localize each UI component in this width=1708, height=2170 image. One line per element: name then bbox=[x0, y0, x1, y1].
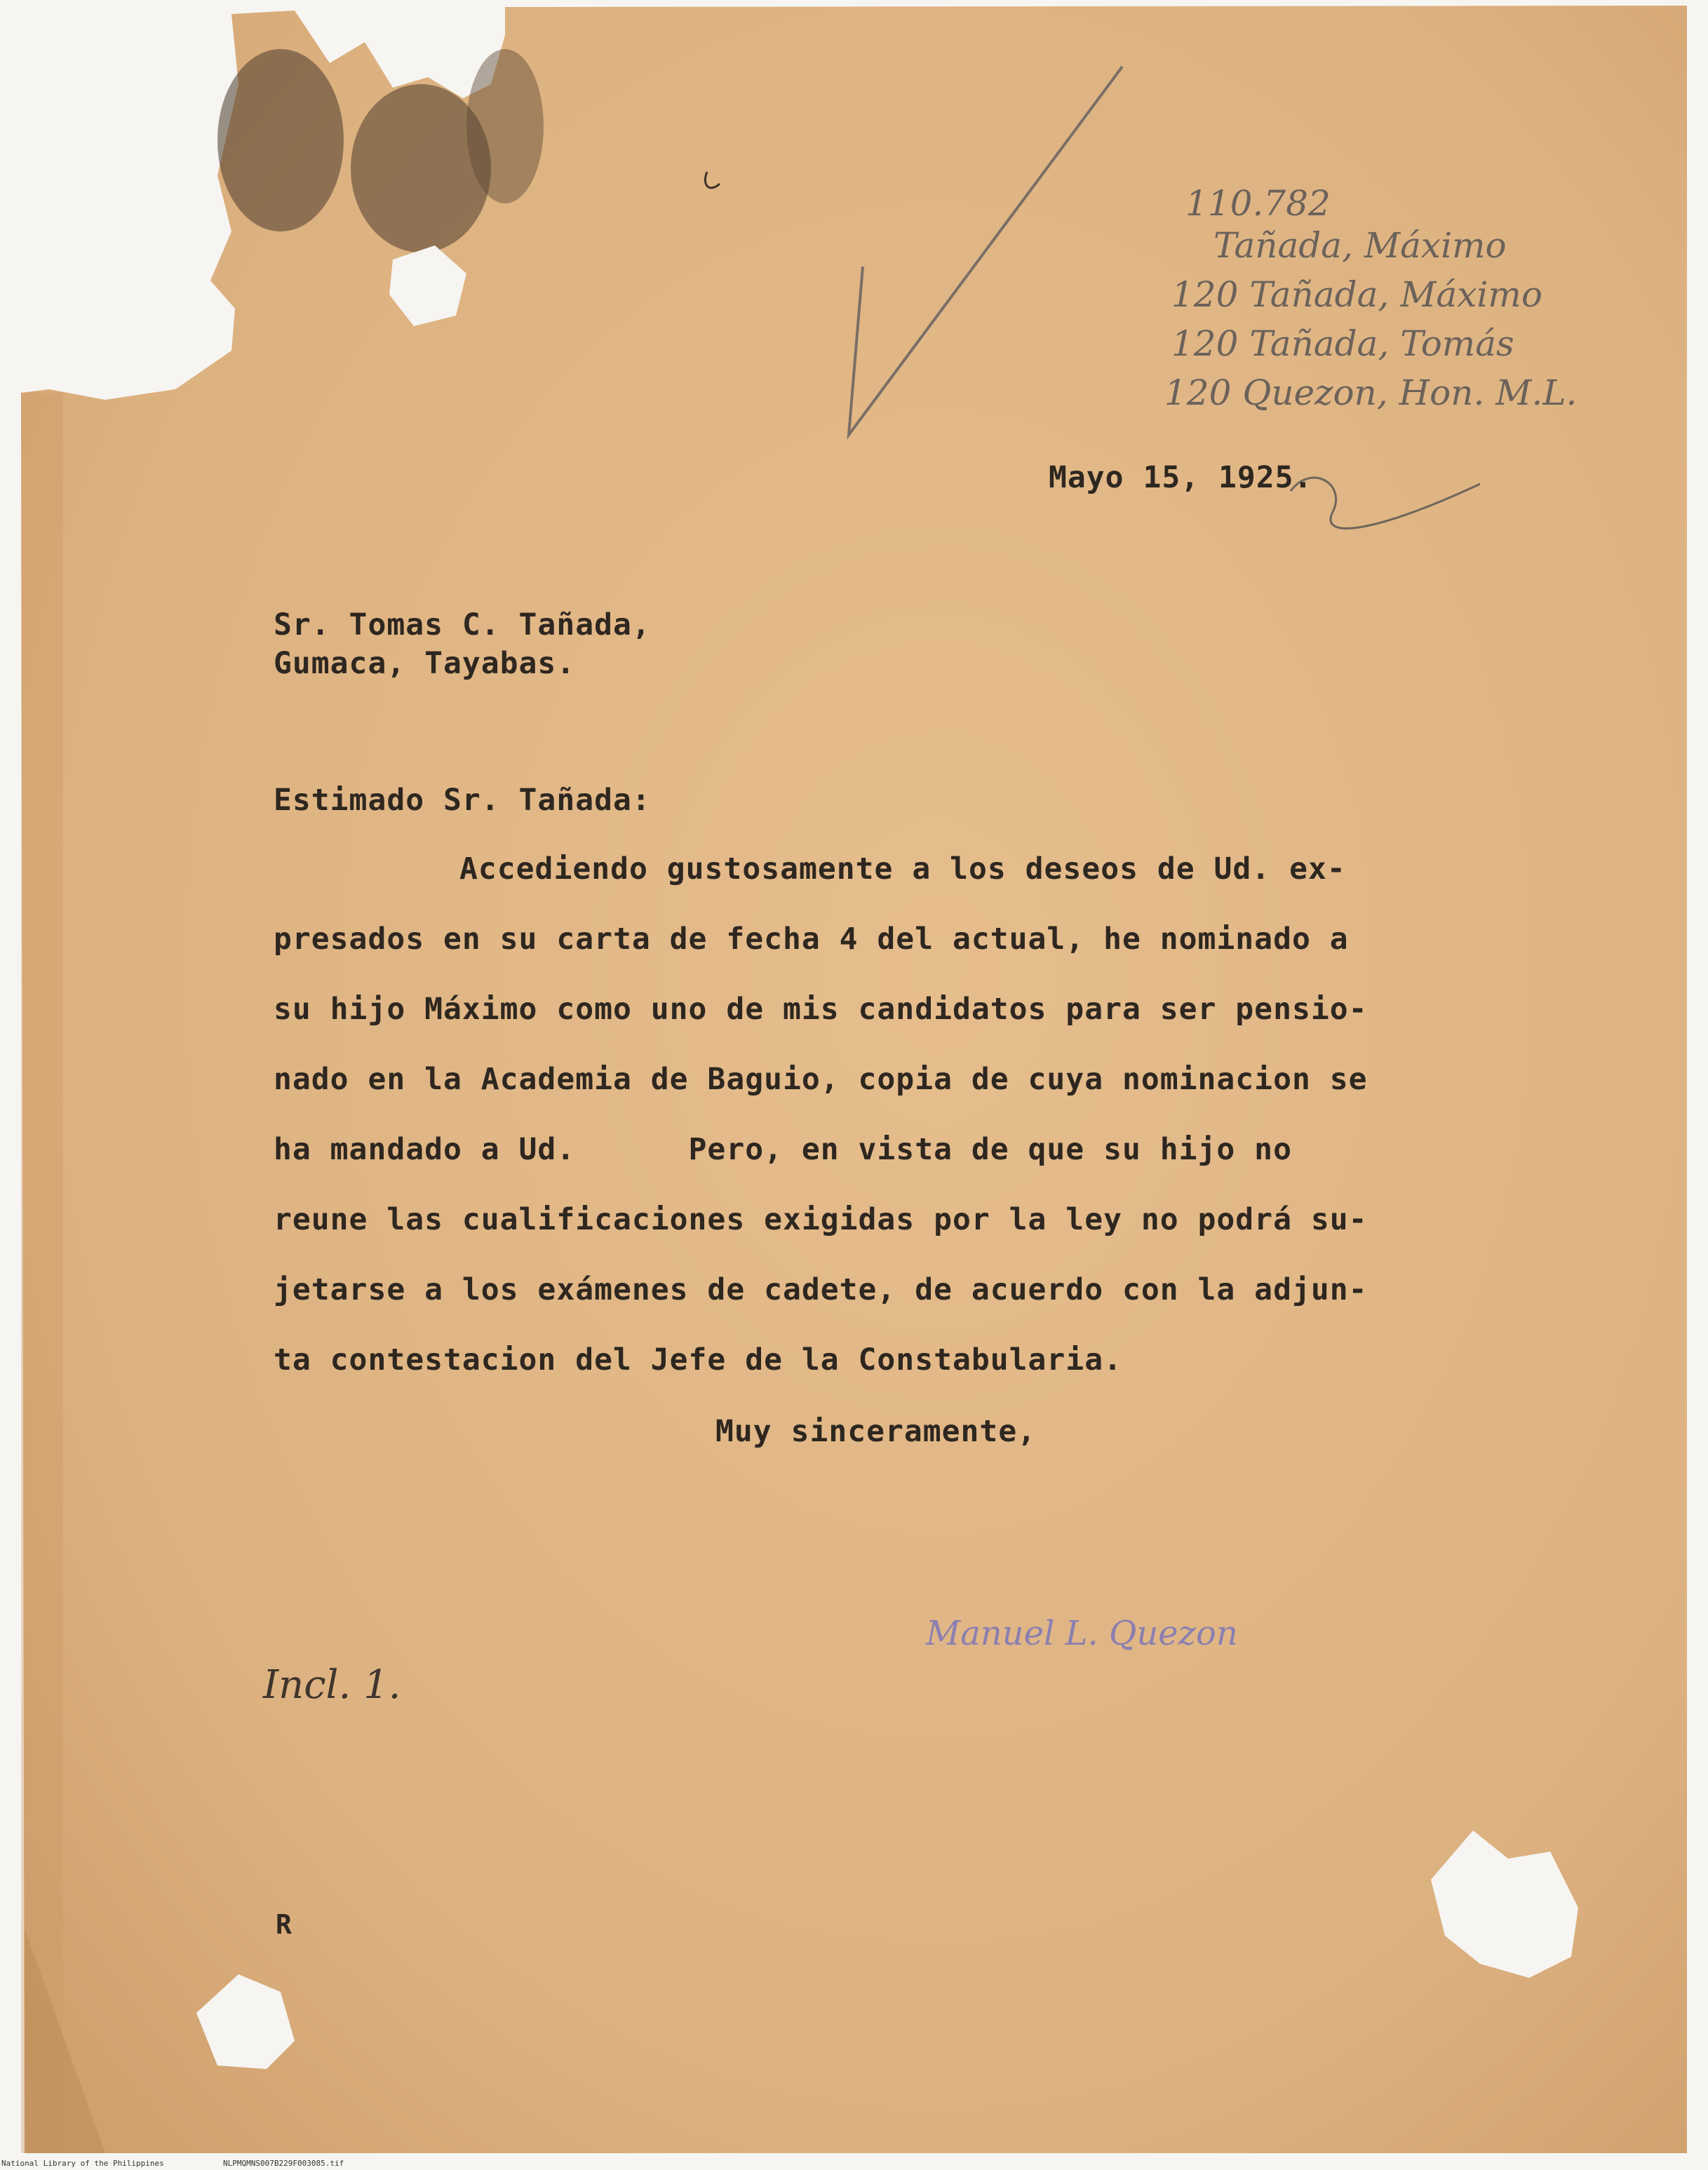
recipient-location: Gumaca, Tayabas. bbox=[274, 646, 576, 681]
recipient-name: Sr. Tomas C. Tañada, bbox=[274, 607, 651, 642]
salutation: Estimado Sr. Tañada: bbox=[274, 783, 651, 818]
body-line-5: ha mandado a Ud. Pero, en vista de que su hijo no bbox=[274, 1132, 1292, 1167]
file-note-4: 120 Tañada, Tomás bbox=[1171, 323, 1514, 364]
body-line-7: jetarse a los exámenes de cadete, de acuerdo con la adjun- bbox=[274, 1272, 1368, 1307]
footer-filename: NLPMQMNS007B229F003085.tif bbox=[223, 2159, 344, 2168]
body-line-2: presados en su carta de fecha 4 del actual, he nominado a bbox=[274, 922, 1349, 957]
body-line-1: Accediendo gustosamente a los deseos de Ud. ex- bbox=[459, 851, 1346, 887]
footer-library-name: National Library of the Philippines bbox=[1, 2159, 164, 2168]
letter-date: Mayo 15, 1925. bbox=[1049, 460, 1313, 495]
body-line-8: ta contestacion del Jefe de la Constabularia. bbox=[274, 1342, 1122, 1377]
closing: Muy sinceramente, bbox=[715, 1414, 1037, 1449]
enclosure-note: Incl. 1. bbox=[263, 1662, 401, 1708]
reference-initial: R bbox=[276, 1909, 292, 1940]
file-note-3: 120 Tañada, Máximo bbox=[1171, 274, 1542, 315]
body-line-4: nado en la Academia de Baguio, copia de cuya nominacion se bbox=[274, 1062, 1368, 1097]
signature: Manuel L. Quezon bbox=[926, 1614, 1238, 1653]
body-line-3: su hijo Máximo como uno de mis candidatos para ser pensio- bbox=[274, 992, 1368, 1027]
file-note-1: 110.782 bbox=[1185, 183, 1331, 224]
body-line-6: reune las cualificaciones exigidas por la ley no podrá su- bbox=[274, 1202, 1368, 1237]
file-note-5: 120 Quezon, Hon. M.L. bbox=[1164, 372, 1578, 413]
file-note-2: Tañada, Máximo bbox=[1213, 225, 1507, 266]
